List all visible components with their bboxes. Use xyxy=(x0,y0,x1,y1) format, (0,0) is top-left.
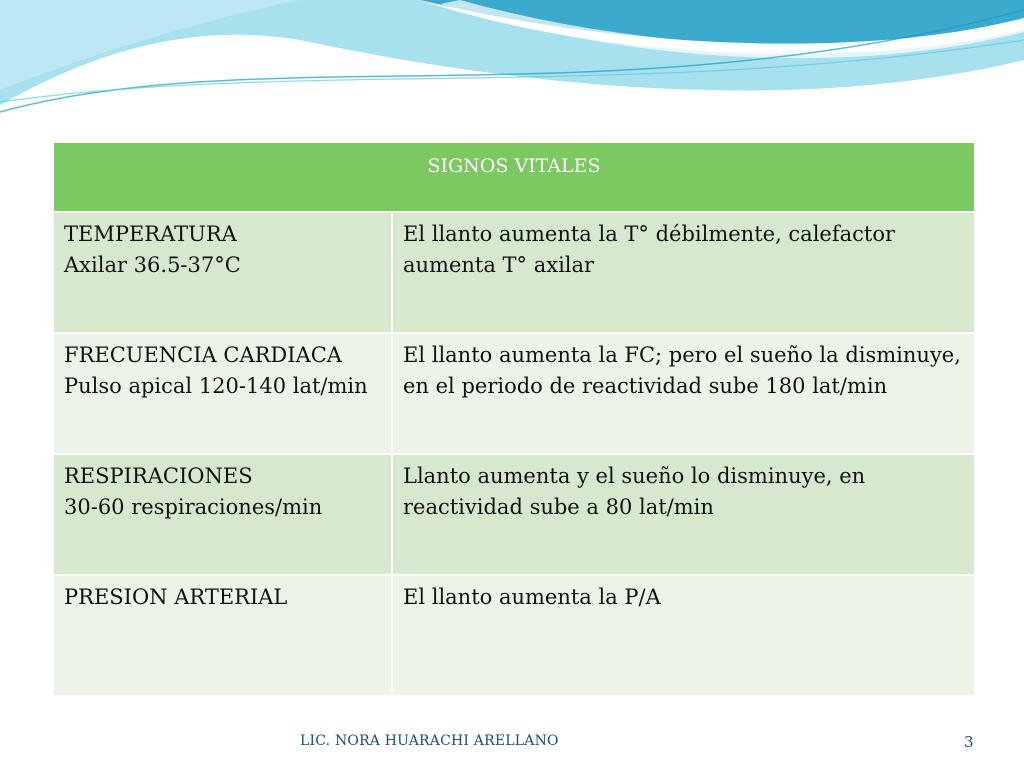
vital-sign-range: Pulso apical 120-140 lat/min xyxy=(64,374,368,398)
vital-sign-description: Llanto aumenta y el sueño lo disminuye, en reactividad sube a 80 lat/min xyxy=(392,454,975,575)
vital-sign-name: TEMPERATURA xyxy=(64,222,237,246)
vital-sign-description: El llanto aumenta la P/A xyxy=(392,575,975,696)
table-header-row xyxy=(53,142,975,212)
vital-sign-name: PRESION ARTERIAL xyxy=(64,585,288,609)
vital-signs-table xyxy=(52,141,976,697)
footer-author: LIC. NORA HUARACHI ARELLANO xyxy=(300,733,559,749)
slide-page-number: 3 xyxy=(964,733,974,751)
table-row xyxy=(53,212,975,333)
vital-sign-name-cell xyxy=(53,212,392,333)
vital-sign-name-cell xyxy=(53,575,392,696)
table-row xyxy=(53,454,975,575)
vital-sign-description: El llanto aumenta la T° débilmente, calefactor aumenta T° axilar xyxy=(392,212,975,333)
table-row xyxy=(53,333,975,454)
vital-sign-name-cell xyxy=(53,454,392,575)
vital-sign-description: El llanto aumenta la FC; pero el sueño la disminuye, en el periodo de reactividad sube 180 lat/min xyxy=(392,333,975,454)
vital-sign-name: FRECUENCIA CARDIACA xyxy=(64,343,342,367)
table-row xyxy=(53,575,975,696)
vital-sign-range: Axilar 36.5-37°C xyxy=(64,253,241,277)
vital-sign-range: 30-60 respiraciones/min xyxy=(64,495,323,519)
vital-sign-name: RESPIRACIONES xyxy=(64,464,253,488)
header-wave-decoration xyxy=(0,0,1024,125)
table-title: SIGNOS VITALES xyxy=(53,142,975,212)
vital-sign-name-cell xyxy=(53,333,392,454)
